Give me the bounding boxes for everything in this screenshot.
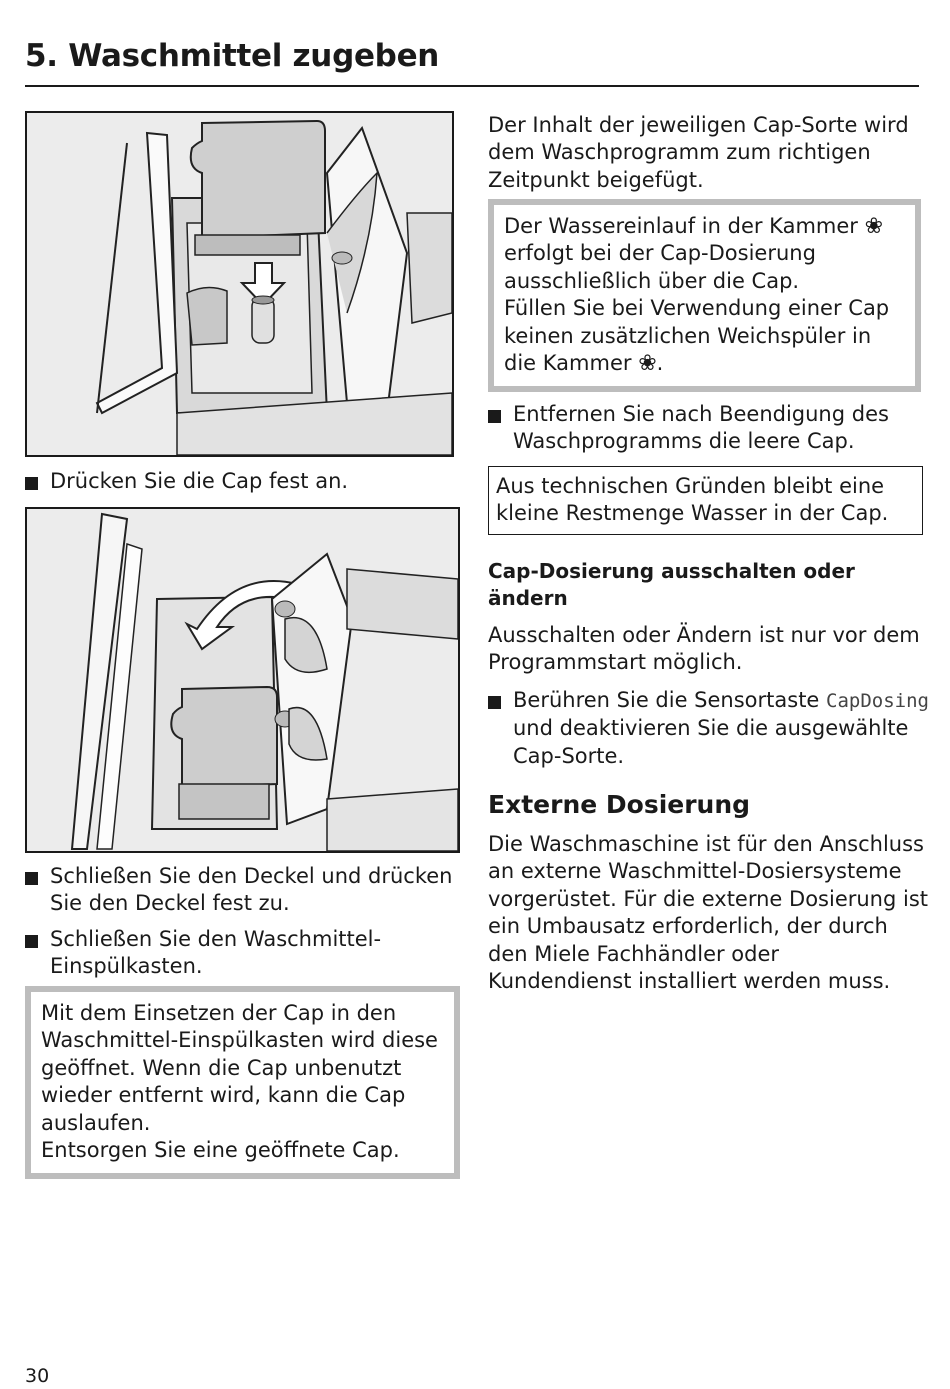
title-rule [25,85,919,87]
figure-insert-cap [25,111,454,457]
info-note-water-inlet [488,199,921,392]
step-press-cap-text: Drücken Sie die Cap fest an. [50,469,349,493]
step-press-cap [25,468,485,495]
info-note-text-b: erfolgt bei der Cap-Dosierung ausschließlich über die Cap. [504,241,816,293]
step-touch-text-b: und deaktivieren Sie die ausgewählte Cap-Sorte. [513,716,909,768]
info-note-text-2: Füllen Sie bei Verwendung einer Cap keinen zusätzlichen Weichspüler in die Kammer ❀. [504,296,890,377]
external-paragraph [488,831,928,995]
step-touch-sensor [488,687,950,770]
bullet-square [25,872,38,885]
intro-text: Der Inhalt der jeweiligen Cap-Sorte wird dem Waschprogramm zum richtigen Zeitpunkt beigefügt. [488,113,909,192]
step-close-drawer-text: Schließen Sie den Waschmittel-Einspülkasten. [50,927,382,979]
section-subheading: Cap-Dosierung ausschalten oder ändern [488,559,855,610]
bullet-square [25,935,38,948]
step-close-lid-text: Schließen Sie den Deckel und drücken Sie den Deckel fest zu. [50,864,453,916]
step-close-lid [25,863,485,918]
intro-paragraph [488,112,928,194]
external-text: Die Waschmaschine ist für den Anschluss an externe Waschmittel-Dosiersysteme vorgerüstet. Für die externe Dosierung ist ein Umbausatz erforderlich, der durch den Miele Fachhändler oder Kundendienst installiert werden muss. [488,832,929,994]
illustration-close-lid [27,509,458,851]
step-close-drawer [25,926,485,981]
bullet-square [488,410,501,423]
info-note-residue [488,466,923,535]
subsection-paragraph [488,622,928,677]
step-remove-cap-text: Entfernen Sie nach Beendigung des Waschprogramms die leere Cap. [513,402,889,454]
page-title: 5. Waschmittel zugeben [25,38,440,74]
flower-icon: ❀ [638,351,657,377]
info-note-text [504,213,905,295]
figure-close-lid [25,507,460,853]
warning-note-cap [25,986,460,1179]
subsection-text: Ausschalten oder Ändern ist nur vor dem Programmstart möglich. [488,623,920,675]
info-note-text-c: Füllen Sie bei Verwendung einer Cap keinen zusätzlichen Weichspüler in die Kammer [504,296,890,376]
info-note-text-a: Der Wassereinlauf in der Kammer [504,214,858,238]
section-heading-external: Externe Dosierung [488,790,751,819]
info-note-residue-text: Aus technischen Gründen bleibt eine kleine Restmenge Wasser in der Cap. [496,474,889,526]
bullet-square [488,696,501,709]
step-touch-text-a: Berühren Sie die Sensortaste [513,688,820,712]
warning-note-text-2: Entsorgen Sie eine geöffnete Cap. [41,1138,400,1163]
bullet-square [25,477,38,490]
step-remove-cap [488,401,950,456]
illustration-insert-cap [27,113,452,455]
capdosing-sensor-key: CapDosing [826,690,929,712]
flower-icon: ❀ [864,214,884,239]
warning-note-text: Mit dem Einsetzen der Cap in den Waschmittel-Einspülkasten wird diese geöffnet. Wenn die Cap unbenutzt wieder entfernt wird, kann die Cap auslaufen. [41,1001,438,1135]
page-number: 30 [25,1365,50,1387]
